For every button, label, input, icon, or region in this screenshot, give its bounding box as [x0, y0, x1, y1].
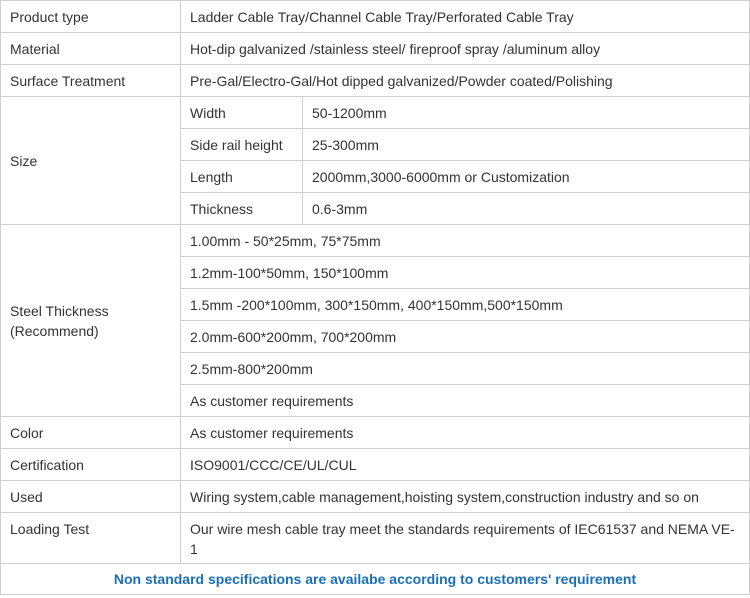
label-material: Material [1, 33, 181, 65]
table-row-loading-test [1, 513, 750, 564]
value-surface-treatment: Pre-Gal/Electro-Gal/Hot dipped galvanized/Powder coated/Polishing [181, 65, 750, 97]
value-color: As customer requirements [181, 417, 750, 449]
label-steel-thickness-line1: Steel Thickness [10, 302, 109, 319]
table-row-steel-thickness-1 [1, 225, 750, 257]
label-used: Used [1, 481, 181, 513]
label-color: Color [1, 417, 181, 449]
value-product-type: Ladder Cable Tray/Channel Cable Tray/Perforated Cable Tray [181, 1, 750, 33]
footer-note: Non standard specifications are availabe according to customers' requirement [1, 564, 750, 595]
steel-thickness-item: 1.00mm - 50*25mm, 75*75mm [181, 225, 750, 257]
label-loading-test: Loading Test [1, 513, 181, 564]
table-row-color [1, 417, 750, 449]
value-used: Wiring system,cable management,hoisting system,construction industry and so on [181, 481, 750, 513]
value-certification: ISO9001/CCC/CE/UL/CUL [181, 449, 750, 481]
size-item-value: 25-300mm [303, 129, 750, 161]
label-surface-treatment: Surface Treatment [1, 65, 181, 97]
size-item-name: Side rail height [181, 129, 303, 161]
table-row-surface-treatment [1, 65, 750, 97]
table-row-size-width [1, 97, 750, 129]
steel-thickness-item: 1.5mm -200*100mm, 300*150mm, 400*150mm,500*150mm [181, 289, 750, 321]
size-item-value: 0.6-3mm [303, 193, 750, 225]
value-loading-test: Our wire mesh cable tray meet the standards requirements of IEC61537 and NEMA VE-1 [181, 513, 750, 564]
size-item-value: 2000mm,3000-6000mm or Customization [303, 161, 750, 193]
size-item-name: Length [181, 161, 303, 193]
steel-thickness-item: 2.0mm-600*200mm, 700*200mm [181, 321, 750, 353]
label-size: Size [1, 97, 181, 225]
table-row-product-type [1, 1, 750, 33]
table-row-certification [1, 449, 750, 481]
table-row-used [1, 481, 750, 513]
steel-thickness-item: 1.2mm-100*50mm, 150*100mm [181, 257, 750, 289]
size-item-name: Thickness [181, 193, 303, 225]
steel-thickness-item: As customer requirements [181, 385, 750, 417]
label-certification: Certification [1, 449, 181, 481]
label-steel-thickness [1, 225, 181, 417]
label-steel-thickness-line2: (Recommend) [10, 322, 99, 339]
steel-thickness-item: 2.5mm-800*200mm [181, 353, 750, 385]
value-material: Hot-dip galvanized /stainless steel/ fireproof spray /aluminum alloy [181, 33, 750, 65]
label-product-type: Product type [1, 1, 181, 33]
size-item-name: Width [181, 97, 303, 129]
table-row-material [1, 33, 750, 65]
size-item-value: 50-1200mm [303, 97, 750, 129]
table-row-footer [1, 564, 750, 595]
